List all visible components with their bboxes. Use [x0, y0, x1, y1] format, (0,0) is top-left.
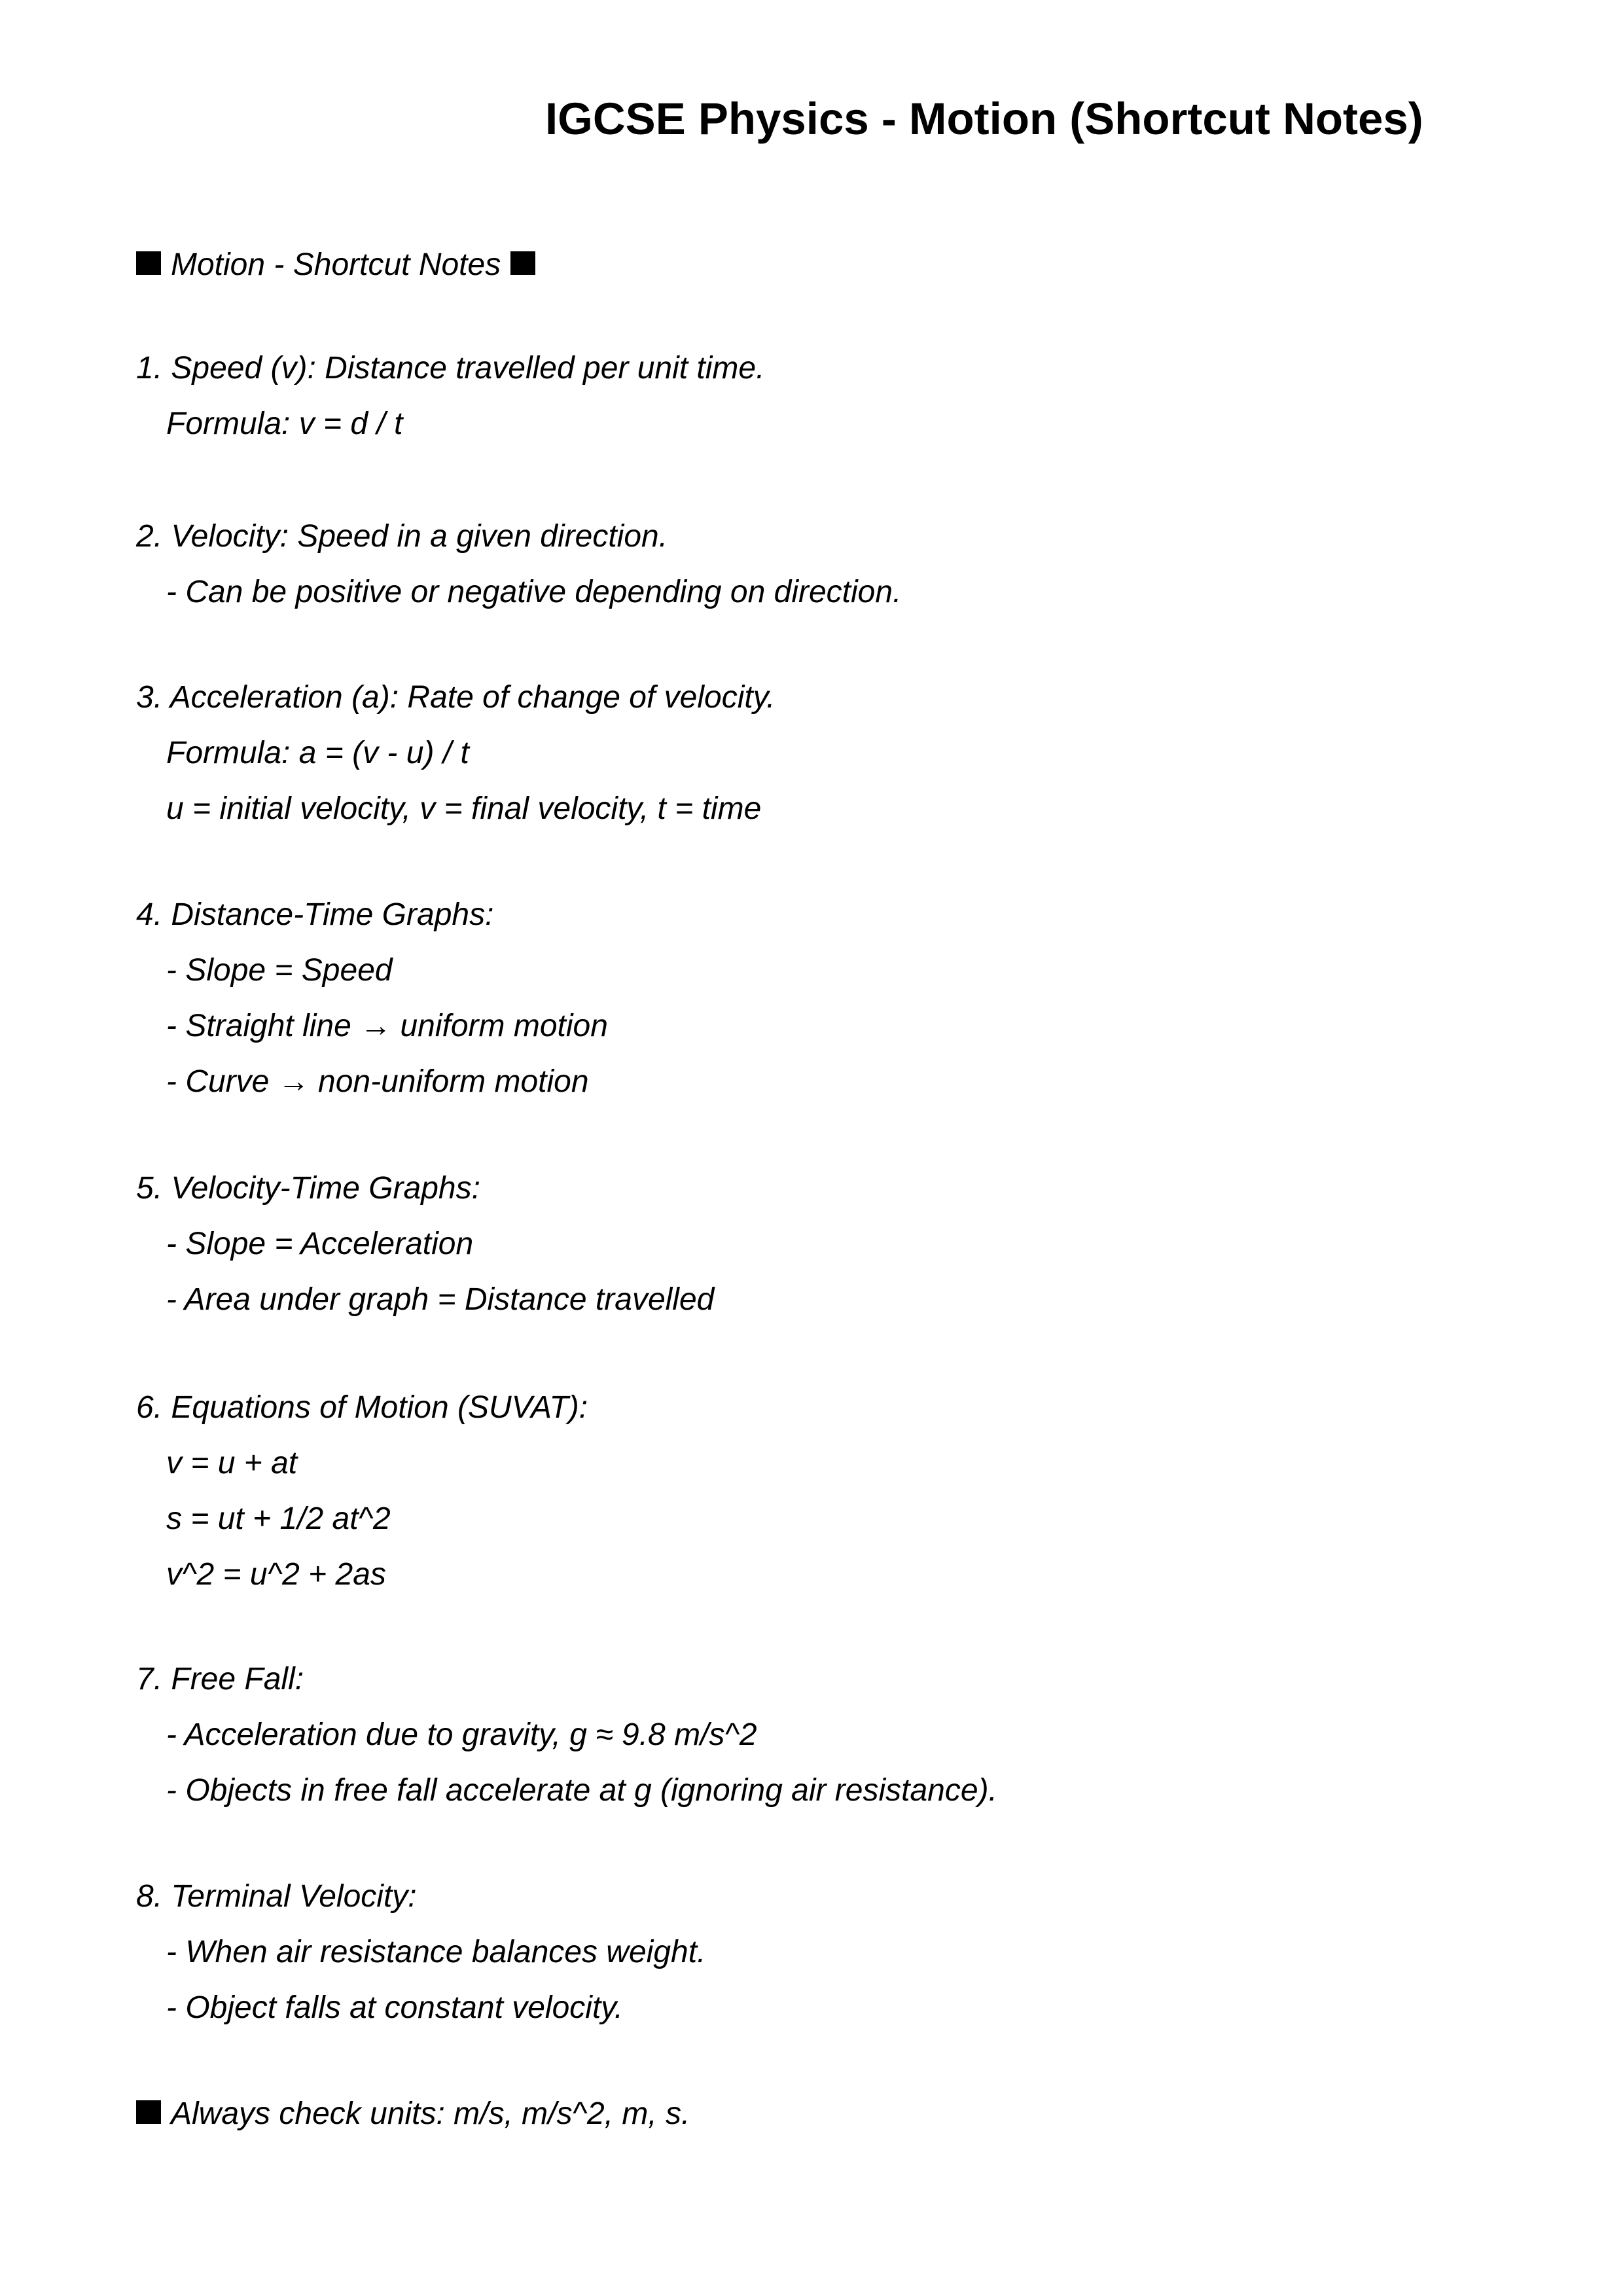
note-section [136, 1880, 705, 2047]
square-bullet-icon [136, 251, 161, 275]
note-section [136, 899, 608, 1121]
section-heading: 1. Speed (v): Distance travelled per unit time. [136, 351, 765, 386]
note-section [136, 1663, 997, 1830]
note-section [136, 1172, 714, 1339]
note-line: v^2 = u^2 + 2as [166, 1557, 386, 1592]
note-line: Formula: a = (v - u) / t [166, 736, 469, 770]
note-line: - Area under graph = Distance travelled [166, 1282, 715, 1317]
section-heading: 3. Acceleration (a): Rate of change of velocity. [136, 680, 776, 715]
note-section [136, 1391, 588, 1614]
note-section [136, 681, 776, 848]
note-line: - Slope = Speed [166, 953, 393, 988]
note-line: Formula: v = d / t [166, 406, 403, 441]
note-line: - Objects in free fall accelerate at g (ignoring air resistance). [166, 1773, 997, 1808]
page-title: IGCSE Physics - Motion (Shortcut Notes) [545, 94, 1423, 144]
square-bullet-icon [136, 2100, 161, 2124]
square-bullet-icon [510, 251, 535, 275]
note-line: v = u + at [166, 1446, 298, 1480]
notes-footer-line [136, 2098, 690, 2130]
section-heading: 2. Velocity: Speed in a given direction. [136, 519, 668, 554]
note-line: - Curve → non-uniform motion [166, 1064, 589, 1099]
section-heading: 7. Free Fall: [136, 1662, 304, 1696]
note-line: u = initial velocity, v = final velocity, t = time [166, 791, 762, 826]
section-heading: 6. Equations of Motion (SUVAT): [136, 1390, 588, 1425]
note-line: - When air resistance balances weight. [166, 1935, 706, 1969]
note-line: - Straight line → uniform motion [166, 1009, 608, 1043]
note-line: - Slope = Acceleration [166, 1227, 474, 1261]
note-section [136, 520, 901, 632]
notes-header-line [136, 249, 535, 281]
notes-header-text: Motion - Shortcut Notes [171, 247, 501, 282]
note-line: - Acceleration due to gravity, g ≈ 9.8 m/s^2 [166, 1717, 757, 1752]
section-heading: 8. Terminal Velocity: [136, 1879, 417, 1914]
note-line: s = ut + 1/2 at^2 [166, 1501, 391, 1536]
note-line: - Object falls at constant velocity. [166, 1990, 624, 2025]
note-section [136, 352, 764, 463]
section-heading: 4. Distance-Time Graphs: [136, 897, 494, 932]
section-heading: 5. Velocity-Time Graphs: [136, 1171, 480, 1206]
note-line: - Can be positive or negative depending on direction. [166, 575, 902, 609]
notes-footer-text: Always check units: m/s, m/s^2, m, s. [171, 2096, 690, 2131]
